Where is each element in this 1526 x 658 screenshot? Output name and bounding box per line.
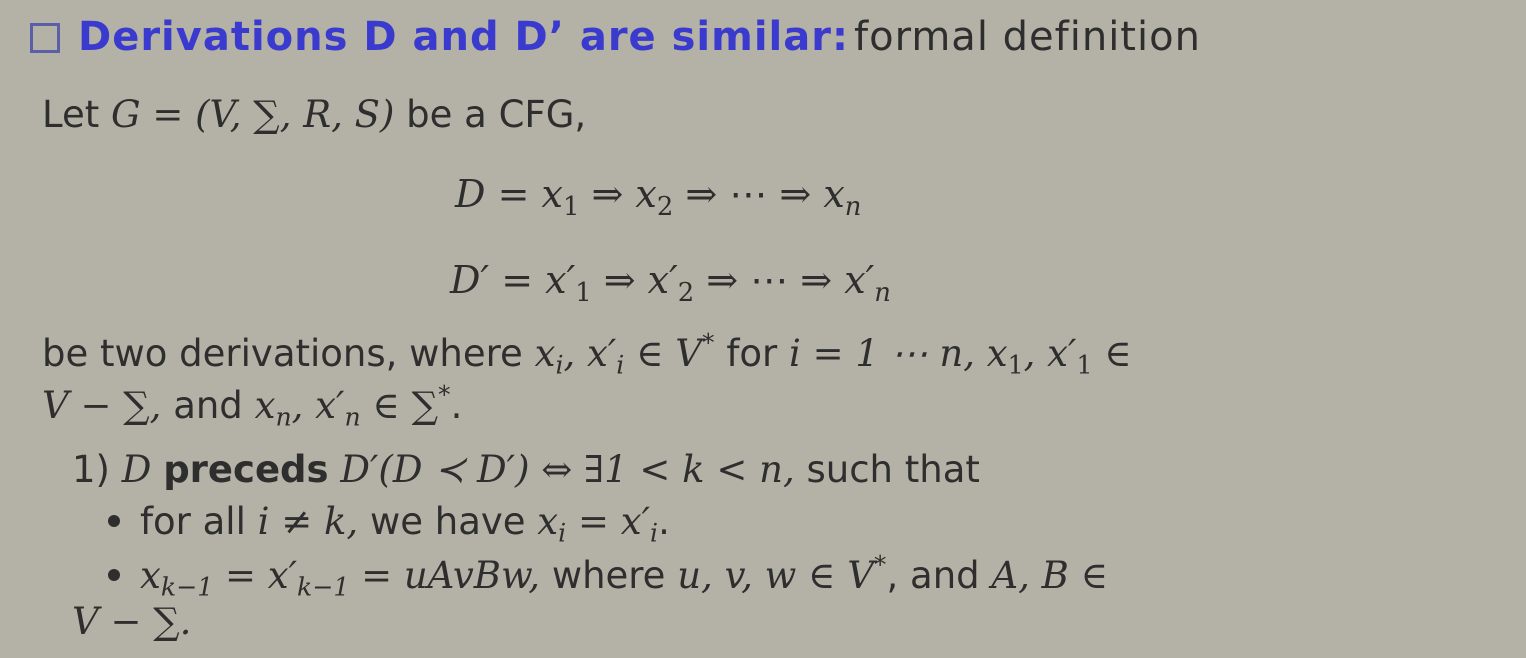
- derivations-condition-line: be two derivations, where $x_i$, $x'_i$ ∈ V* for i = 1 ⋯ n, $x_1$, $x'_1$ ∈: [42, 328, 1132, 380]
- title-main: Derivations D and D’ are similar:: [78, 14, 849, 60]
- derivation-d-equation: $D = x_1$ ⇒ $x_2$ ⇒ ⋯ ⇒ $x_n$: [455, 172, 862, 222]
- slide-title: [30, 14, 1201, 60]
- title-subtitle: formal definition: [854, 14, 1201, 60]
- bullet-for-all: for all i ≠ k, we have $x_i = x'_i$.: [108, 500, 670, 548]
- derivation-d-prime-equation: $D' = x'_1$ ⇒ $x'_2$ ⇒ ⋯ ⇒ $x'_n$: [450, 258, 891, 308]
- condition-1-preceds: 1) D preceds D′(D ≺ D′) ⇔ ∃1 < k < n, such that: [72, 448, 980, 491]
- grammar-definition: G = (V, ∑, R, S): [111, 93, 395, 136]
- let-line: Let G = (V, ∑, R, S) be a CFG,: [42, 93, 587, 136]
- checkbox-bullet-icon: [30, 23, 60, 53]
- bullet-xk-minus-1-cont: V − ∑.: [72, 600, 192, 643]
- derivations-condition-line-2: V − ∑, and $x_n$, $x'_n$ ∈ ∑*.: [42, 380, 463, 432]
- bullet-xk-minus-1: $x_{k-1} = x'_{k-1}$ = uAvBw, where u, v, w ∈ V*, and A, B ∈: [108, 550, 1108, 602]
- bullet-dot-icon: [108, 515, 120, 527]
- bullet-dot-icon: [108, 569, 120, 581]
